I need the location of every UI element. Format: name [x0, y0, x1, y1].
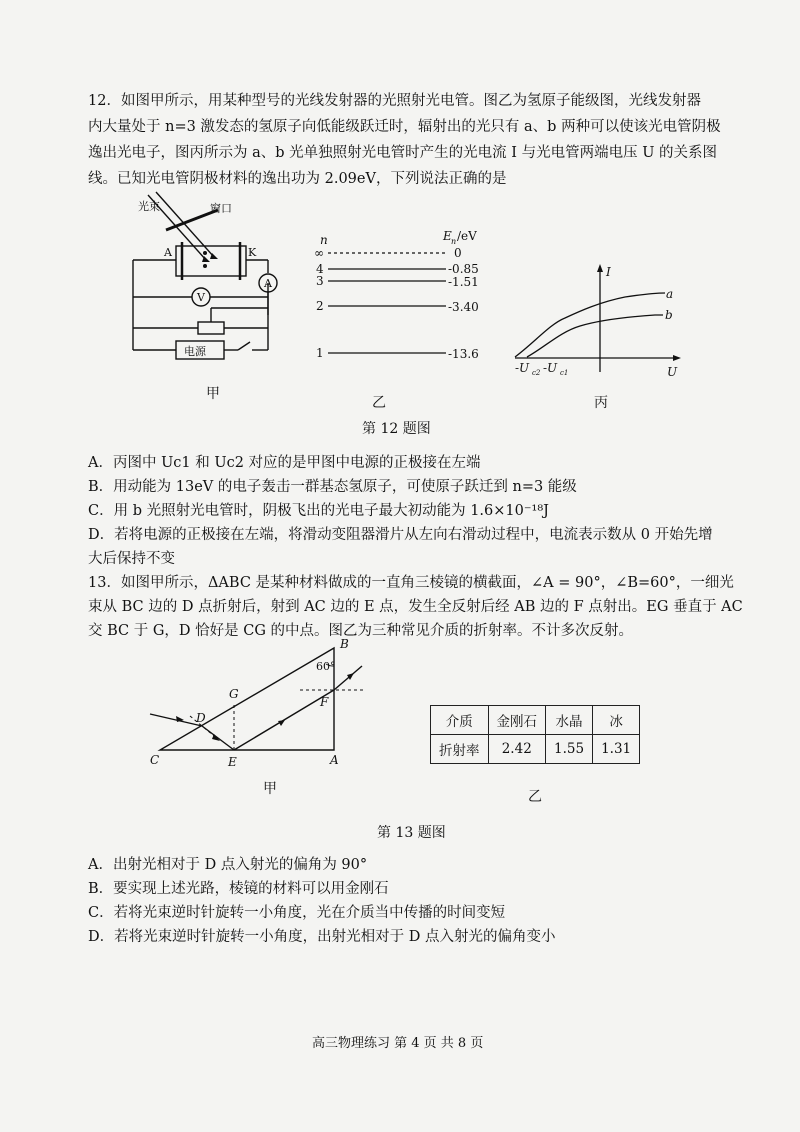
q12-option-b: B．用动能为 13eV 的电子轰击一群基态氢原子，可使原子跃迁到 n=3 能级 [88, 479, 577, 495]
q12-option-a: A．丙图中 Uc1 和 Uc2 对应的是甲图中电源的正极接在左端 [88, 455, 481, 471]
table-header: 介质 [431, 706, 489, 735]
e-axis-unit: /eV [457, 229, 477, 243]
uc2-label: -U [515, 361, 530, 375]
uc1-label: -U [543, 361, 558, 375]
e-axis-label: E [443, 229, 452, 243]
window-label: 窗口 [210, 202, 232, 215]
level-n-4: 4 [316, 262, 324, 276]
uc1-sub: c1 [560, 369, 569, 377]
q13-line-1: 13．如图甲所示，ΔABC 是某种材料做成的一直角三棱镜的横截面，∠A = 90°，∠B=60°，一细光 [88, 575, 734, 591]
q12-line-4: 线。已知光电管阴极材料的逸出功为 2.09eV，下列说法正确的是 [88, 171, 507, 187]
level-e-1: -13.6 [448, 347, 479, 361]
power-source-label: 电源 [184, 345, 206, 358]
curve-b-label: b [665, 308, 673, 322]
fig13-yi-caption: 乙 [528, 789, 542, 805]
fig13-caption: 第 13 题图 [377, 825, 446, 841]
prism-point-g: G [229, 687, 239, 701]
uc2-sub: c2 [532, 369, 541, 377]
prism-vertex-a: A [330, 753, 339, 767]
circuit-diagram [128, 190, 288, 370]
prism-vertex-c: C [150, 753, 160, 767]
fig12-yi-caption: 乙 [372, 395, 386, 411]
e-axis-sub: n [451, 237, 457, 246]
curve-a-label: a [666, 287, 674, 301]
table-header-row [431, 706, 640, 735]
level-e-4: -0.85 [448, 262, 479, 276]
beam-label: 光束 [138, 200, 160, 213]
table-cell: 1.31 [593, 735, 640, 764]
energy-level-diagram [308, 222, 508, 372]
prism-angle-label: 60° [316, 660, 336, 673]
level-n-inf: ∞ [314, 246, 324, 260]
table-cell: 1.55 [546, 735, 593, 764]
table-header: 冰 [593, 706, 640, 735]
table-header: 金刚石 [488, 706, 546, 735]
table-header: 水晶 [546, 706, 593, 735]
q13-option-b: B．要实现上述光路，棱镜的材料可以用金刚石 [88, 881, 389, 897]
table-row-label: 折射率 [431, 735, 489, 764]
level-n-2: 2 [316, 299, 324, 313]
q12-option-d-cont: 大后保持不变 [88, 551, 175, 567]
cathode-label: K [248, 246, 257, 259]
q13-line-3: 交 BC 于 G，D 恰好是 CG 的中点。图乙为三种常见介质的折射率。不计多次反射。 [88, 623, 634, 639]
fig12-caption: 第 12 题图 [362, 421, 431, 437]
fig12-jia-caption: 甲 [206, 386, 220, 402]
q13-option-a: A．出射光相对于 D 点入射光的偏角为 90° [88, 857, 368, 873]
level-e-inf: 0 [454, 246, 462, 260]
q13-option-c: C．若将光束逆时针旋转一小角度，光在介质当中传播的时间变短 [88, 905, 506, 921]
q12-option-c: C．用 b 光照射光电管时，阴极飞出的光电子最大初动能为 1.6×10⁻¹⁸J [88, 503, 549, 519]
q12-line-1: 12．如图甲所示，用某种型号的光线发射器的光照射光电管。图乙为氢原子能级图，光线发射器 [88, 93, 701, 109]
q12-line-2: 内大量处于 n=3 激发态的氢原子向低能级跃迁时，辐射出的光只有 a、b 两种可以使该光电管阴极 [88, 119, 721, 135]
level-e-2: -3.40 [448, 300, 479, 314]
fig12-bing-caption: 丙 [594, 395, 608, 411]
graph-i-label: I [606, 265, 611, 279]
prism-point-f: F [320, 695, 329, 709]
fig13-jia-caption: 甲 [263, 781, 277, 797]
level-e-3: -1.51 [448, 275, 479, 289]
level-n-3: 3 [316, 274, 324, 288]
ammeter-label: A [264, 277, 272, 290]
level-n-1: 1 [316, 346, 324, 360]
q13-option-d: D．若将光束逆时针旋转一小角度，出射光相对于 D 点入射光的偏角变小 [88, 929, 556, 945]
refractive-index-table [430, 705, 640, 764]
anode-label: A [164, 246, 172, 259]
voltmeter-label: V [197, 291, 205, 304]
q12-option-d: D．若将电源的正极接在左端，将滑动变阻器滑片从左向右滑动过程中，电流表示数从 0 开始先增 [88, 527, 713, 543]
q12-line-3: 逸出光电子，图丙所示为 a、b 光单独照射光电管时产生的光电流 I 与光电管两端电压 U 的关系图 [88, 145, 718, 161]
prism-point-d: D [196, 711, 206, 725]
page-footer: 高三物理练习 第 4 页 共 8 页 [312, 1036, 484, 1051]
prism-point-e: E [228, 755, 237, 769]
n-axis-label: n [320, 233, 328, 247]
prism-vertex-b: B [340, 637, 349, 651]
prism-diagram [140, 636, 380, 771]
graph-u-label: U [667, 365, 678, 379]
q13-line-2: 束从 BC 边的 D 点折射后，射到 AC 边的 E 点，发生全反射后经 AB 边的 F 点射出。EG 垂直于 AC [88, 599, 743, 615]
table-row [431, 735, 640, 764]
iu-graph [505, 262, 685, 382]
table-cell: 2.42 [488, 735, 546, 764]
